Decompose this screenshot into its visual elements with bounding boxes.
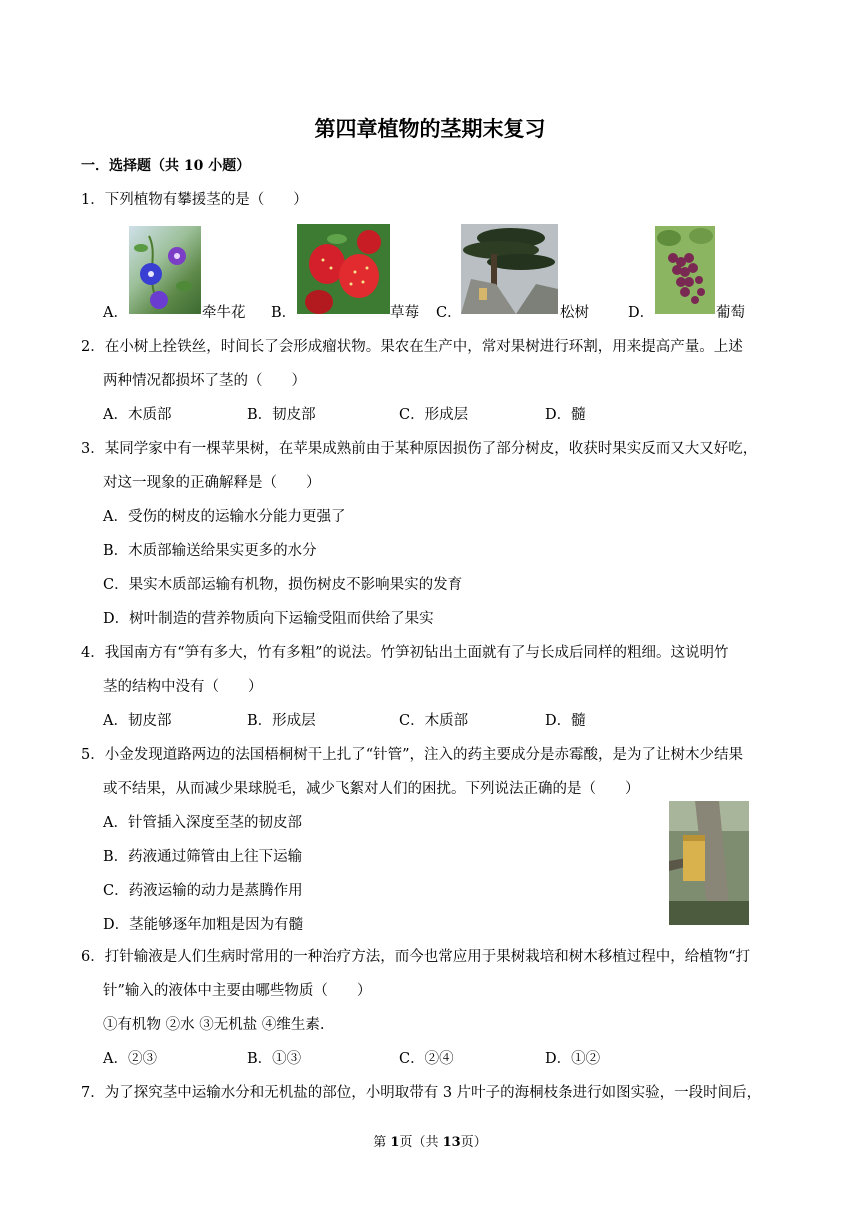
q1-option-a-label: 牵牛花 [202, 305, 246, 321]
q5-option-d: D．茎能够逐年加粗是因为有髓 [103, 917, 304, 933]
q2-option-a: A．木质部 [103, 407, 172, 423]
q2-option-d: D．髓 [545, 407, 586, 423]
q1-option-c: C． [436, 305, 462, 321]
footer-prefix: 第 [373, 1135, 391, 1150]
morning-glory-image [129, 226, 201, 314]
q2-option-c: C．形成层 [399, 407, 469, 423]
page-title: 第四章植物的茎期末复习 [314, 117, 546, 141]
q5-option-a: A．针管插入深度至茎的韧皮部 [103, 815, 302, 831]
question-3-line-2: 对这一现象的正确解释是（ ） [103, 475, 321, 491]
grape-image [655, 226, 715, 314]
section-heading: 一．选择题（共 10 小题） [81, 158, 251, 174]
q1-option-b: B． [271, 305, 297, 321]
question-5-line-1: 5．小金发现道路两边的法国梧桐树干上扎了“针管”，注入的药主要成分是赤霉酸，是为了让树木少结果 [81, 747, 744, 763]
footer-page-number: 1 [390, 1135, 400, 1150]
q6-option-b: B．①③ [247, 1051, 302, 1067]
q6-option-c: C．②④ [399, 1051, 454, 1067]
q4-option-c: C．木质部 [399, 713, 469, 729]
q1-option-d: D． [628, 305, 655, 321]
q6-option-a: A．②③ [103, 1051, 157, 1067]
footer-suffix: 页） [460, 1135, 487, 1150]
q3-option-d: D．树叶制造的营养物质向下运输受阻而供给了果实 [103, 611, 434, 627]
question-2-line-1: 2．在小树上拴铁丝，时间长了会形成瘤状物。果农在生产中，常对果树进行环割，用来提高产量。上述 [81, 339, 743, 355]
question-1-stem: 1．下列植物有攀援茎的是（ ） [81, 192, 308, 208]
question-7-line-1: 7．为了探究茎中运输水分和无机盐的部位，小明取带有 3 片叶子的海桐枝条进行如图实验，一段时间后， [81, 1085, 762, 1101]
question-2-line-2: 两种情况都损坏了茎的（ ） [103, 373, 306, 389]
q5-option-b: B．药液通过筛管由上往下运输 [103, 849, 303, 865]
tree-injection-image [669, 801, 749, 925]
q4-option-a: A．韧皮部 [103, 713, 172, 729]
q1-option-a: A． [103, 305, 128, 321]
q5-option-c: C．药液运输的动力是蒸腾作用 [103, 883, 303, 899]
q3-option-c: C．果实木质部运输有机物，损伤树皮不影响果实的发育 [103, 577, 463, 593]
q6-option-d: D．①② [545, 1051, 601, 1067]
footer-mid: 页（共 [399, 1135, 443, 1150]
q1-option-d-label: 葡萄 [716, 305, 745, 321]
q4-option-d: D．髓 [545, 713, 586, 729]
question-4-line-2: 茎的结构中没有（ ） [103, 679, 263, 695]
q4-option-b: B．形成层 [247, 713, 316, 729]
strawberry-image [297, 224, 390, 314]
q1-option-c-label: 松树 [560, 305, 589, 321]
q3-option-b: B．木质部输送给果实更多的水分 [103, 543, 317, 559]
footer-total-pages: 13 [442, 1135, 461, 1150]
question-4-line-1: 4．我国南方有“笋有多大，竹有多粗”的说法。竹笋初钻出土面就有了与长成后同样的粗细。这说明竹 [81, 645, 729, 661]
q2-option-b: B．韧皮部 [247, 407, 316, 423]
question-3-line-1: 3．某同学家中有一棵苹果树，在苹果成熟前由于某种原因损伤了部分树皮，收获时果实反而又大又好吃， [81, 441, 758, 457]
q1-option-b-label: 草莓 [390, 305, 419, 321]
question-5-line-2: 或不结果，从而减少果球脱毛，减少飞絮对人们的困扰。下列说法正确的是（ ） [103, 781, 640, 797]
page-footer [0, 1131, 860, 1150]
question-6-line-1: 6．打针输液是人们生病时常用的一种治疗方法，而今也常应用于果树栽培和树木移植过程中，给植物“打 [81, 949, 751, 965]
q6-items: ①有机物 ②水 ③无机盐 ④维生素. [103, 1017, 325, 1033]
question-6-line-2: 针”输入的液体中主要由哪些物质（ ） [103, 983, 372, 999]
q3-option-a: A．受伤的树皮的运输水分能力更强了 [103, 509, 346, 525]
pine-tree-image [461, 224, 558, 314]
